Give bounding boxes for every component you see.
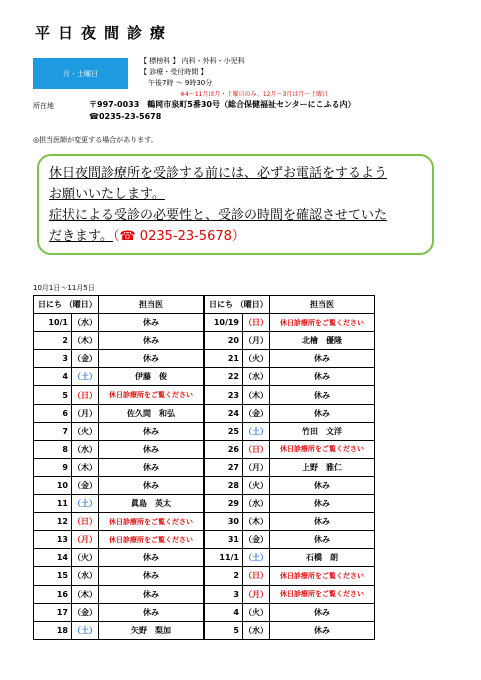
date-cell: 4 [204,603,243,621]
date-cell: 17 [34,603,72,621]
weekday-cell: （金） [72,603,99,621]
date-cell: 5 [204,621,243,639]
doctor-cell: 休み [99,476,205,494]
weekday-cell: （火） [243,603,270,621]
doctor-cell: 佐久間 和弘 [99,404,205,422]
table-row [34,621,375,639]
date-cell: 25 [204,422,243,440]
weekday-cell: （土） [72,621,99,639]
date-cell: 4 [34,368,72,386]
doctor-cell: 休み [270,404,375,422]
weekday-cell: （月） [72,531,99,549]
doctor-cell: 休み [270,531,375,549]
doctor-cell: 休み [270,495,375,513]
weekday-cell: （金） [243,404,270,422]
weekday-cell: （日） [243,567,270,585]
header-doctor-left: 担当医 [99,296,205,314]
table-row [34,422,375,440]
weekday-cell: （日） [72,386,99,404]
clinic-info [140,56,328,100]
date-cell: 3 [34,350,72,368]
weekday-cell: （木） [72,585,99,603]
header-weekday-label: （曜日） [64,300,97,310]
date-cell: 27 [204,458,243,476]
date-cell: 29 [204,495,243,513]
table-row [34,368,375,386]
weekday-cell: （月） [72,404,99,422]
table-row [34,314,375,332]
date-cell: 9 [34,458,72,476]
page-title: 平日夜間診療 [35,24,174,42]
date-cell: 21 [204,350,243,368]
weekday-cell: （土） [243,549,270,567]
doctor-cell: 休み [99,332,205,350]
date-cell: 15 [34,567,72,585]
doctor-cell: 休み [99,350,205,368]
table-row [34,603,375,621]
doctor-cell: 休み [270,603,375,621]
date-cell: 18 [34,621,72,639]
doctor-cell: 休み [99,549,205,567]
weekday-cell: （日） [243,314,270,332]
date-cell: 3 [204,585,243,603]
weekday-cell: （水） [243,621,270,639]
weekday-cell: （金） [72,476,99,494]
weekday-cell: （土） [72,368,99,386]
date-cell: 28 [204,476,243,494]
phone: ☎0235-23-5678 [89,112,162,121]
date-cell: 5 [34,386,72,404]
date-cell: 10 [34,476,72,494]
notice-line-3: 症状による受診の必要性と、受診の時間を確認させていた [49,208,388,223]
table-row [34,585,375,603]
date-cell: 20 [204,332,243,350]
doctor-cell: 休み [270,350,375,368]
departments: 【 標榜科 】 内科・外科・小児科 [140,57,245,65]
doctor-cell: 休み [99,422,205,440]
notice-phone: （☎ 0235-23-5678） [112,229,245,244]
doctor-cell: 休み [99,440,205,458]
doctor-cell: 休日診療所をご覧ください [99,386,205,404]
doctor-cell: 休日診療所をご覧ください [270,440,375,458]
notice-line-2: お願いいたします。 [49,187,165,202]
weekday-cell: （金） [72,350,99,368]
date-cell: 14 [34,549,72,567]
weekday-cell: （月） [243,585,270,603]
weekday-cell: （水） [72,440,99,458]
weekday-cell: （月） [243,332,270,350]
doctor-cell: 休み [270,476,375,494]
weekday-cell: （木） [243,386,270,404]
weekday-cell: （水） [72,567,99,585]
doctor-cell: 休み [270,368,375,386]
address-label: 所在地 [33,102,54,110]
doctor-cell: 休み [270,513,375,531]
weekday-cell: （火） [72,422,99,440]
date-cell: 16 [34,585,72,603]
doctor-cell: 休み [270,386,375,404]
date-cell: 6 [34,404,72,422]
schedule-period: 10月1日～11月5日 [33,284,95,292]
notice-line-4: だきます。 [49,229,113,244]
weekday-cell: （木） [72,332,99,350]
doctor-cell: 伊藤 俊 [99,368,205,386]
call-ahead-notice [37,154,434,255]
weekday-cell: （水） [243,368,270,386]
doctor-cell: 休日診療所をご覧ください [270,567,375,585]
date-cell: 7 [34,422,72,440]
table-row [34,531,375,549]
table-row [34,513,375,531]
table-header-row [34,296,375,314]
notice-line-1: 休日夜間診療所を受診する前には、必ずお電話をするよう [49,166,388,181]
doctor-cell: 休み [99,585,205,603]
schedule-table [33,295,375,640]
weekday-cell: （金） [243,531,270,549]
header-date-label: 日にち [38,300,62,310]
weekday-cell: （水） [243,495,270,513]
table-row [34,458,375,476]
date-cell: 11 [34,495,72,513]
date-cell: 26 [204,440,243,458]
date-cell: 2 [34,332,72,350]
date-cell: 8 [34,440,72,458]
table-row [34,350,375,368]
hours: 午後7時 ～ 9時30分 [148,79,213,87]
header-weekday-label: （曜日） [235,300,268,310]
table-row [34,404,375,422]
weekday-cell: （月） [243,458,270,476]
table-row [34,549,375,567]
weekday-cell: （土） [72,495,99,513]
address-block [89,99,356,123]
doctor-cell: 休日診療所をご覧ください [99,513,205,531]
doctor-cell: 休日診療所をご覧ください [99,531,205,549]
address: 〒997-0033 鶴岡市泉町5番30号（総合保健福祉センターにこふる内） [89,100,356,109]
date-cell: 12 [34,513,72,531]
date-cell: 23 [204,386,243,404]
weekday-cell: （火） [72,549,99,567]
weekday-cell: （土） [243,422,270,440]
day-label-badge: 月・土曜日 [33,58,128,89]
table-row [34,440,375,458]
weekday-cell: （木） [243,513,270,531]
date-cell: 2 [204,567,243,585]
date-cell: 11/1 [204,549,243,567]
date-cell: 13 [34,531,72,549]
header-date-right [204,296,270,314]
doctor-cell: 休日診療所をご覧ください [270,585,375,603]
doctor-cell: 休み [270,621,375,639]
hours-note: ※4～11月は月・土曜日のみ、12月～3月は月～土曜日 [180,91,329,98]
table-row [34,495,375,513]
date-cell: 22 [204,368,243,386]
doctor-cell: 竹田 文洋 [270,422,375,440]
table-row [34,386,375,404]
doctor-cell: 休み [99,458,205,476]
doctor-cell: 眞島 英太 [99,495,205,513]
header-date-label: 日にち [209,300,233,310]
date-cell: 10/1 [34,314,72,332]
hours-label: 【 診療・受付時間 】 [140,68,208,76]
doctor-cell: 矢野 梨加 [99,621,205,639]
weekday-cell: （火） [243,350,270,368]
doctor-cell: 休み [99,314,205,332]
header-date-left [34,296,99,314]
doctor-cell: 北檜 優隆 [270,332,375,350]
doctor-cell: 石橋 朗 [270,549,375,567]
weekday-cell: （火） [243,476,270,494]
weekday-cell: （日） [72,513,99,531]
table-row [34,332,375,350]
date-cell: 10/19 [204,314,243,332]
date-cell: 30 [204,513,243,531]
doctor-cell: 休み [99,567,205,585]
weekday-cell: （水） [72,314,99,332]
doctor-cell: 休み [99,603,205,621]
table-row [34,476,375,494]
caution-note: ◎担当医師が変更する場合があります。 [33,136,158,144]
weekday-cell: （日） [243,440,270,458]
table-row [34,567,375,585]
weekday-cell: （木） [72,458,99,476]
doctor-cell: 上野 雅仁 [270,458,375,476]
date-cell: 31 [204,531,243,549]
header-doctor-right: 担当医 [270,296,375,314]
doctor-cell: 休日診療所をご覧ください [270,314,375,332]
date-cell: 24 [204,404,243,422]
